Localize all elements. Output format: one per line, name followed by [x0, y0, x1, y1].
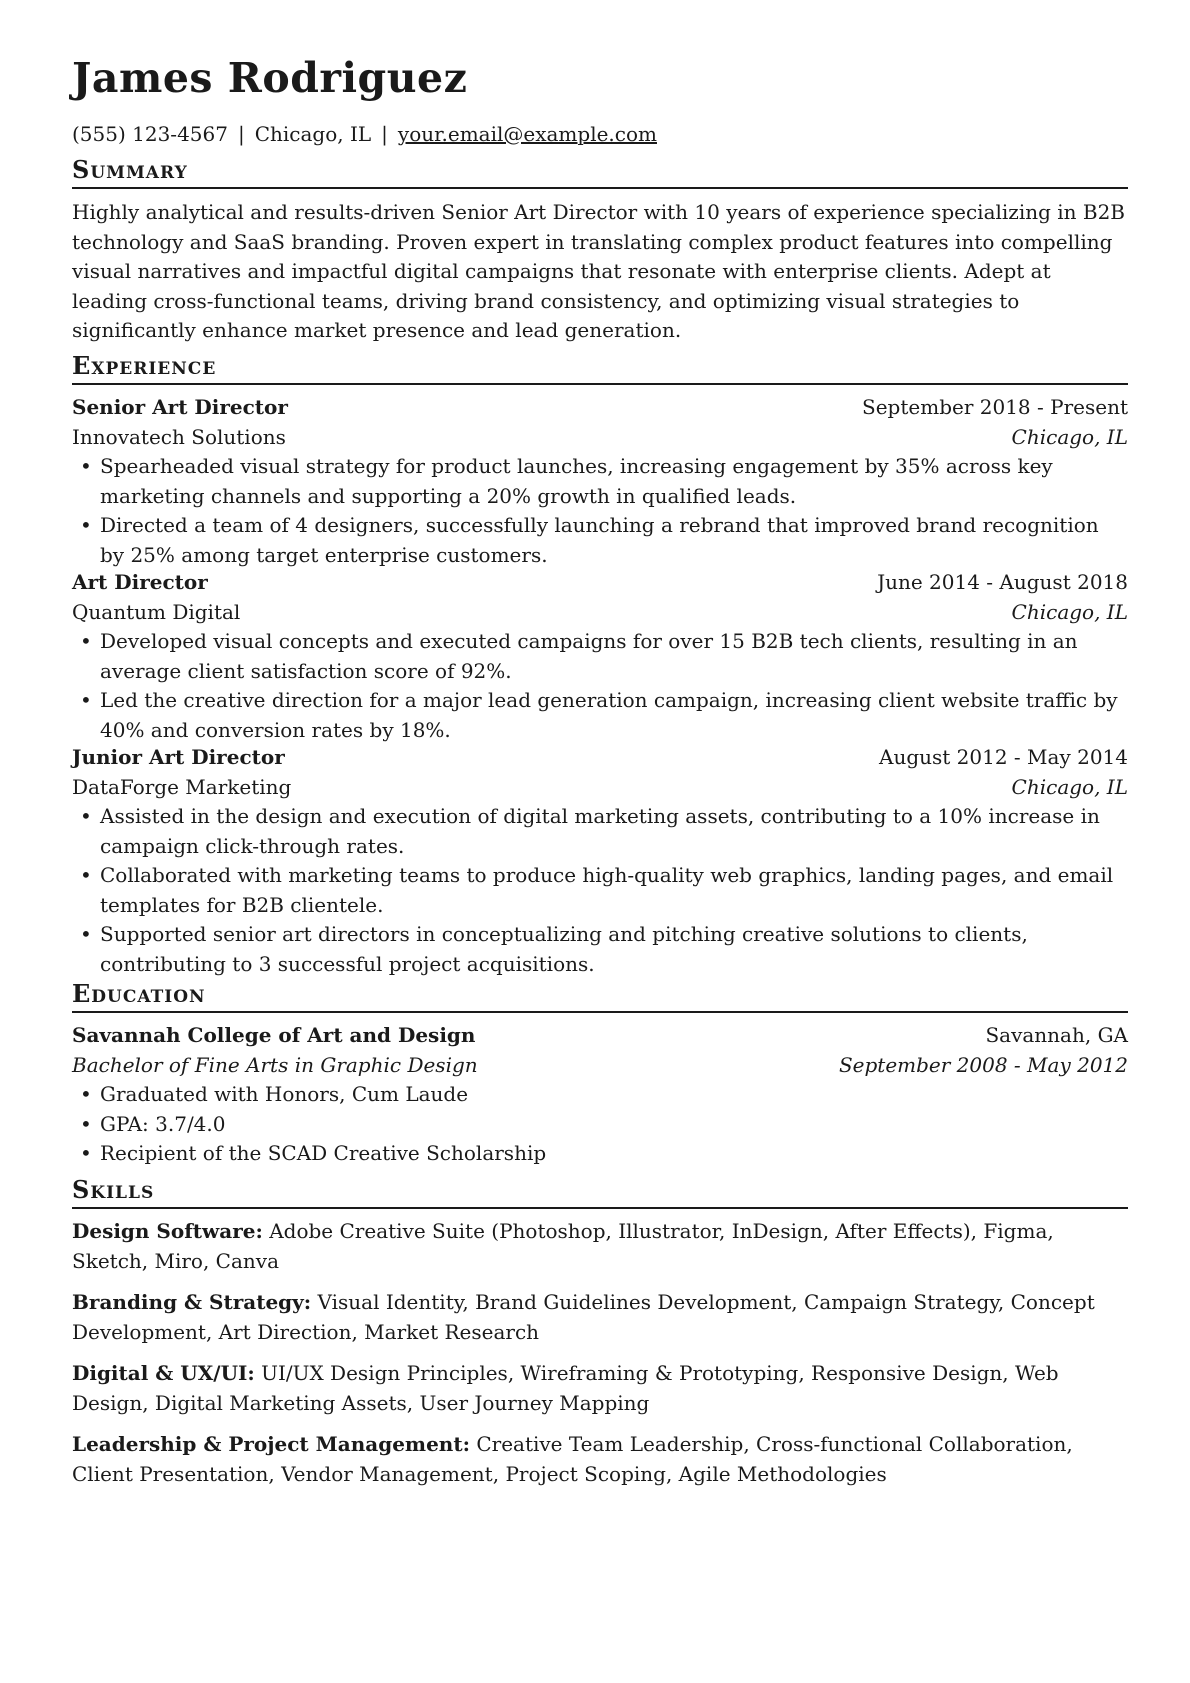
job-location: Chicago, IL — [1011, 774, 1128, 799]
skill-label: Branding & Strategy: — [72, 1290, 312, 1314]
education-bullet: • Graduated with Honors, Cum Laude — [72, 1080, 1128, 1110]
skill-group — [72, 1217, 1128, 1276]
skill-label: Digital & UX/UI: — [72, 1361, 255, 1385]
phone-number: (555) 123-4567 — [72, 122, 228, 146]
skill-group — [72, 1359, 1128, 1418]
job-bullet: • Directed a team of 4 designers, successfully launching a rebrand that improved brand recognition by 25% among target enterprise customers. — [72, 511, 1128, 570]
job-company-row — [72, 773, 1128, 803]
job-location: Chicago, IL — [1011, 424, 1128, 449]
education-bullet: • Recipient of the SCAD Creative Scholarship — [72, 1139, 1128, 1169]
job-bullets — [72, 627, 1128, 745]
skills-heading: Skills — [72, 1176, 1128, 1209]
school-name: Savannah College of Art and Design — [72, 1023, 476, 1047]
skill-text: Creative Team Leadership, Cross-functional Collaboration, Client Presentation, Vendor Management, Project Scoping, Agile Methodologies — [72, 1432, 1073, 1486]
job-company: DataForge Marketing — [72, 774, 292, 799]
summary-heading: Summary — [72, 156, 1128, 189]
job-header-row — [72, 743, 1128, 773]
job-company-row — [72, 423, 1128, 453]
contact-separator: | — [381, 122, 388, 146]
job-bullet: • Supported senior art directors in conceptualizing and pitching creative solutions to clients, contributing to 3 successful project acquisitions. — [72, 920, 1128, 979]
job-header-row — [72, 393, 1128, 423]
candidate-name: James Rodriguez — [72, 54, 468, 102]
job-role: Junior Art Director — [72, 745, 285, 769]
experience-heading: Experience — [72, 352, 1128, 385]
skill-label: Design Software: — [72, 1219, 263, 1243]
job-bullet: • Led the creative direction for a major lead generation campaign, increasing client website traffic by 40% and conversion rates by 18%. — [72, 686, 1128, 745]
job-dates: August 2012 - May 2014 — [879, 745, 1128, 769]
education-bullet: • GPA: 3.7/4.0 — [72, 1110, 1128, 1140]
education-degree-row — [72, 1051, 1128, 1081]
degree-name: Bachelor of Fine Arts in Graphic Design — [72, 1052, 478, 1077]
job-entry — [72, 393, 1128, 570]
job-dates: September 2018 - Present — [862, 395, 1128, 419]
skill-group — [72, 1288, 1128, 1347]
skills-section — [72, 1217, 1128, 1501]
job-bullet: • Assisted in the design and execution of digital marketing assets, contributing to a 10% increase in campaign click-through rates. — [72, 802, 1128, 861]
job-bullet: • Collaborated with marketing teams to produce high-quality web graphics, landing pages, and email templates for B2B clientele. — [72, 861, 1128, 920]
skill-text: Adobe Creative Suite (Photoshop, Illustrator, InDesign, After Effects), Figma, Sketch, Miro, Canva — [72, 1219, 1054, 1273]
email-link[interactable]: your.email@example.com — [397, 122, 657, 146]
skill-label: Leadership & Project Management: — [72, 1432, 470, 1456]
skill-group — [72, 1430, 1128, 1489]
summary-text: Highly analytical and results-driven Senior Art Director with 10 years of experience specializing in B2B technology and SaaS branding. Proven expert in translating complex product features into compelling visual narratives and impactful digital campaigns that resonate with enterprise clients. Adept at leading cross-functional teams, driving brand consistency, and optimizing visual strategies to significantly enhance market presence and lead generation. — [72, 200, 1126, 342]
contact-line — [72, 122, 657, 146]
job-entry — [72, 743, 1128, 979]
job-role: Art Director — [72, 570, 208, 594]
education-heading: Education — [72, 980, 1128, 1013]
job-bullet: • Developed visual concepts and executed campaigns for over 15 B2B tech clients, resulting in an average client satisfaction score of 92%. — [72, 627, 1128, 686]
job-bullet: • Spearheaded visual strategy for product launches, increasing engagement by 35% across key marketing channels and supporting a 20% growth in qualified leads. — [72, 452, 1128, 511]
contact-separator: | — [237, 122, 245, 146]
job-header-row — [72, 568, 1128, 598]
education-header-row — [72, 1021, 1128, 1051]
job-location: Chicago, IL — [1011, 599, 1128, 624]
job-company-row — [72, 598, 1128, 628]
job-company: Quantum Digital — [72, 599, 241, 624]
education-bullets — [72, 1080, 1128, 1169]
skill-text: Visual Identity, Brand Guidelines Development, Campaign Strategy, Concept Development, Art Direction, Market Research — [72, 1290, 1095, 1344]
education-dates: September 2008 - May 2012 — [838, 1052, 1128, 1077]
job-company: Innovatech Solutions — [72, 424, 286, 449]
school-location: Savannah, GA — [985, 1023, 1128, 1047]
skill-text: UI/UX Design Principles, Wireframing & Prototyping, Responsive Design, Web Design, Digital Marketing Assets, User Journey Mapping — [72, 1361, 1059, 1415]
job-role: Senior Art Director — [72, 395, 288, 419]
job-entry — [72, 568, 1128, 745]
job-bullets — [72, 452, 1128, 570]
summary-section — [72, 198, 1128, 346]
job-bullets — [72, 802, 1128, 979]
job-dates: June 2014 - August 2018 — [877, 570, 1128, 594]
location-text: Chicago, IL — [254, 122, 372, 146]
education-entry — [72, 1021, 1128, 1169]
